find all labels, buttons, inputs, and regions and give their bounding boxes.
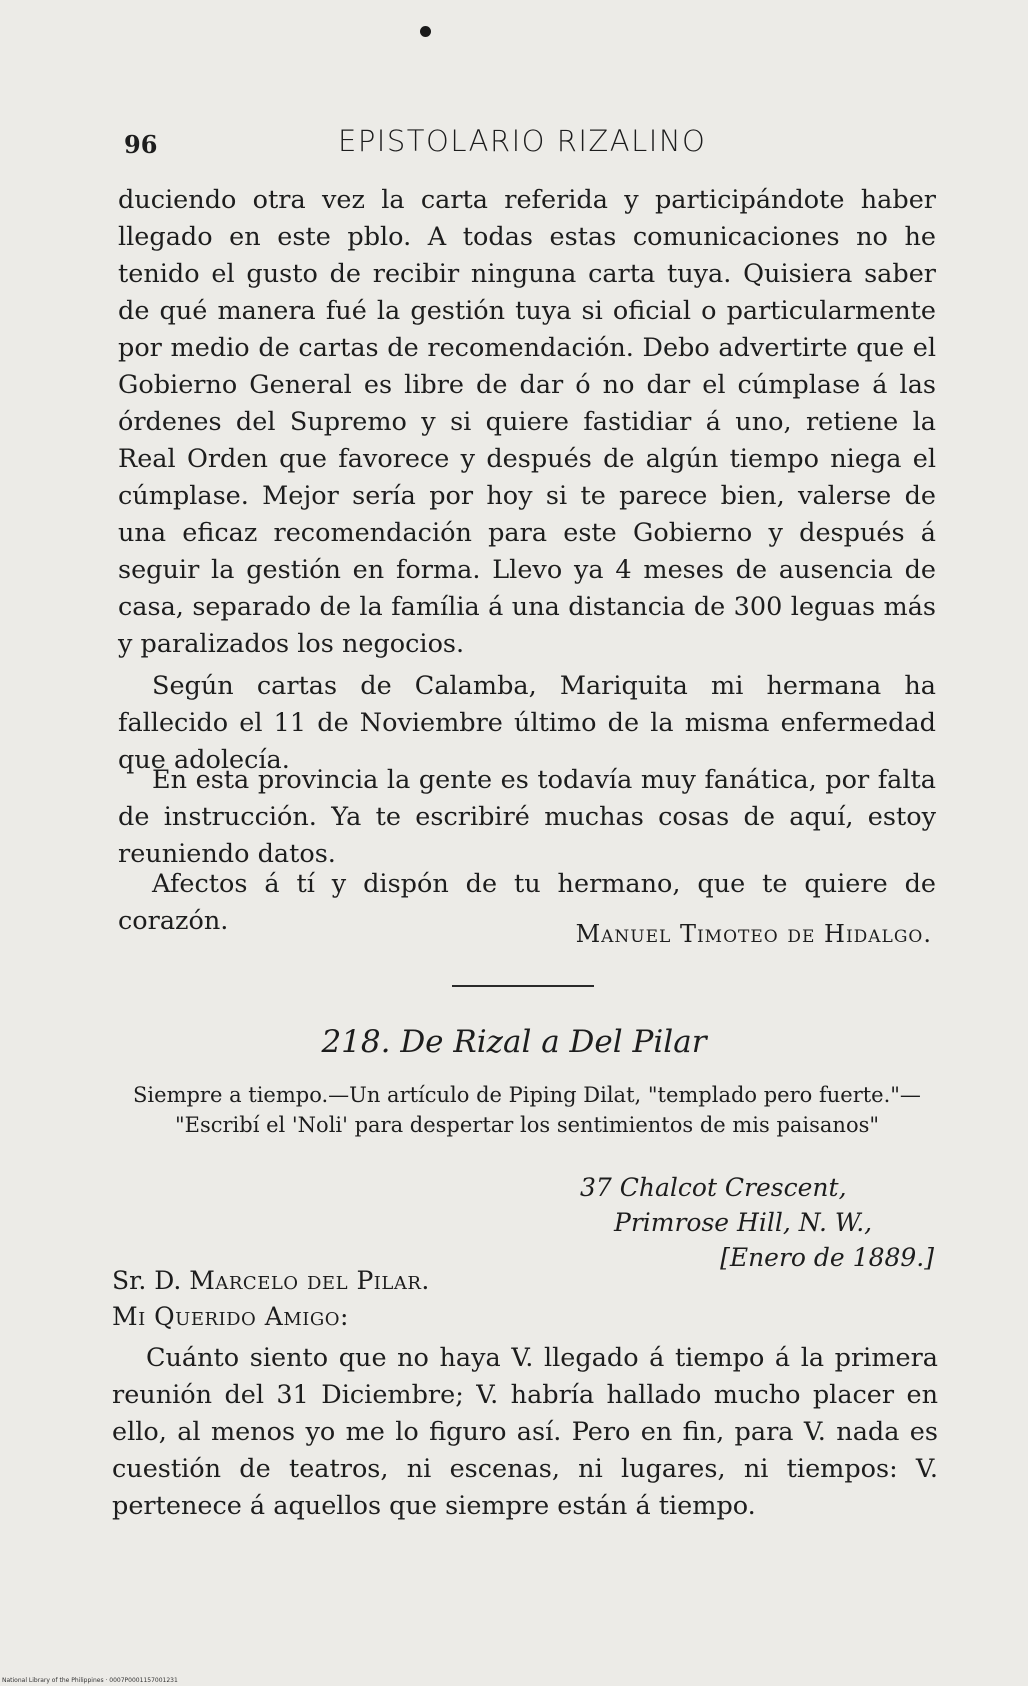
recipient-prefix: Sr. D. [112, 1266, 182, 1295]
ink-dot [420, 26, 431, 37]
address-line-1: 37 Chalcot Crescent, [580, 1173, 847, 1202]
summary-line-1: Siempre a tiempo.—Un artículo de Piping Dilat, "templado pero fuerte."— [133, 1083, 921, 1107]
signature: Manuel Timoteo de Hidalgo. [575, 920, 932, 948]
archive-footer: National Library of the Philippines · 0007P0001157001231 [2, 1677, 178, 1684]
recipient-line [112, 1266, 430, 1295]
letter-address [580, 1170, 940, 1275]
section-title: 218. De Rizal a Del Pilar [321, 1024, 707, 1060]
section-summary [112, 1080, 942, 1140]
paragraph-2: Según cartas de Calamba, Mariquita mi hermana ha fallecido el 11 de Noviembre último de la misma enfermedad que adolecía. [118, 671, 936, 775]
summary-line-2: "Escribí el 'Noli' para despertar los sentimientos de mis paisanos" [174, 1113, 880, 1137]
address-line-2: Primrose Hill, N. W., [614, 1208, 873, 1237]
letter-body: Cuánto siento que no haya V. llegado á tiempo á la primera reunión del 31 Diciembre; V. habría hallado mucho placer en ello, al menos yo me lo figuro así. Pero en fin, para V. nada es cuestión de teatros, ni escenas, ni lugares, ni tiempos: V. pertenece á aquellos que siempre están á tiempo. [112, 1343, 938, 1521]
recipient-name: Marcelo del Pilar. [189, 1266, 430, 1295]
greeting: Mi Querido Amigo: [112, 1302, 349, 1331]
page-number: 96 [124, 130, 158, 159]
paragraph-4: Afectos á tí y dispón de tu hermano, que te quiere de corazón. [118, 869, 936, 936]
paragraph-1: duciendo otra vez la carta referida y participándote haber llegado en este pblo. A todas estas comunicaciones no he tenido el gusto de recibir ninguna carta tuya. Quisiera saber de qué manera fué la gestión tuya si oficial o particularmente por medio de cartas de recomendación. Debo advertirte que el Gobierno General es libre de dar ó no dar el cúmplase á las órdenes del Supremo y si quiere fastidiar á uno, retiene la Real Orden que favorece y después de algún tiempo niega el cúmplase. Mejor sería por hoy si te parece bien, valerse de una eficaz recomendación para este Gobierno y después á seguir la gestión en forma. Llevo ya 4 meses de ausencia de casa, separado de la família á una distancia de 300 leguas más y paralizados los negocios. [118, 185, 936, 659]
paragraph-3: En esta provincia la gente es todavía muy fanática, por falta de instrucción. Ya te escribiré muchas cosas de aquí, estoy reuniendo datos. [118, 765, 936, 869]
running-head: EPISTOLARIO RIZALINO [338, 124, 707, 158]
address-date: [Enero de 1889.] [720, 1243, 934, 1272]
section-divider [452, 985, 594, 987]
